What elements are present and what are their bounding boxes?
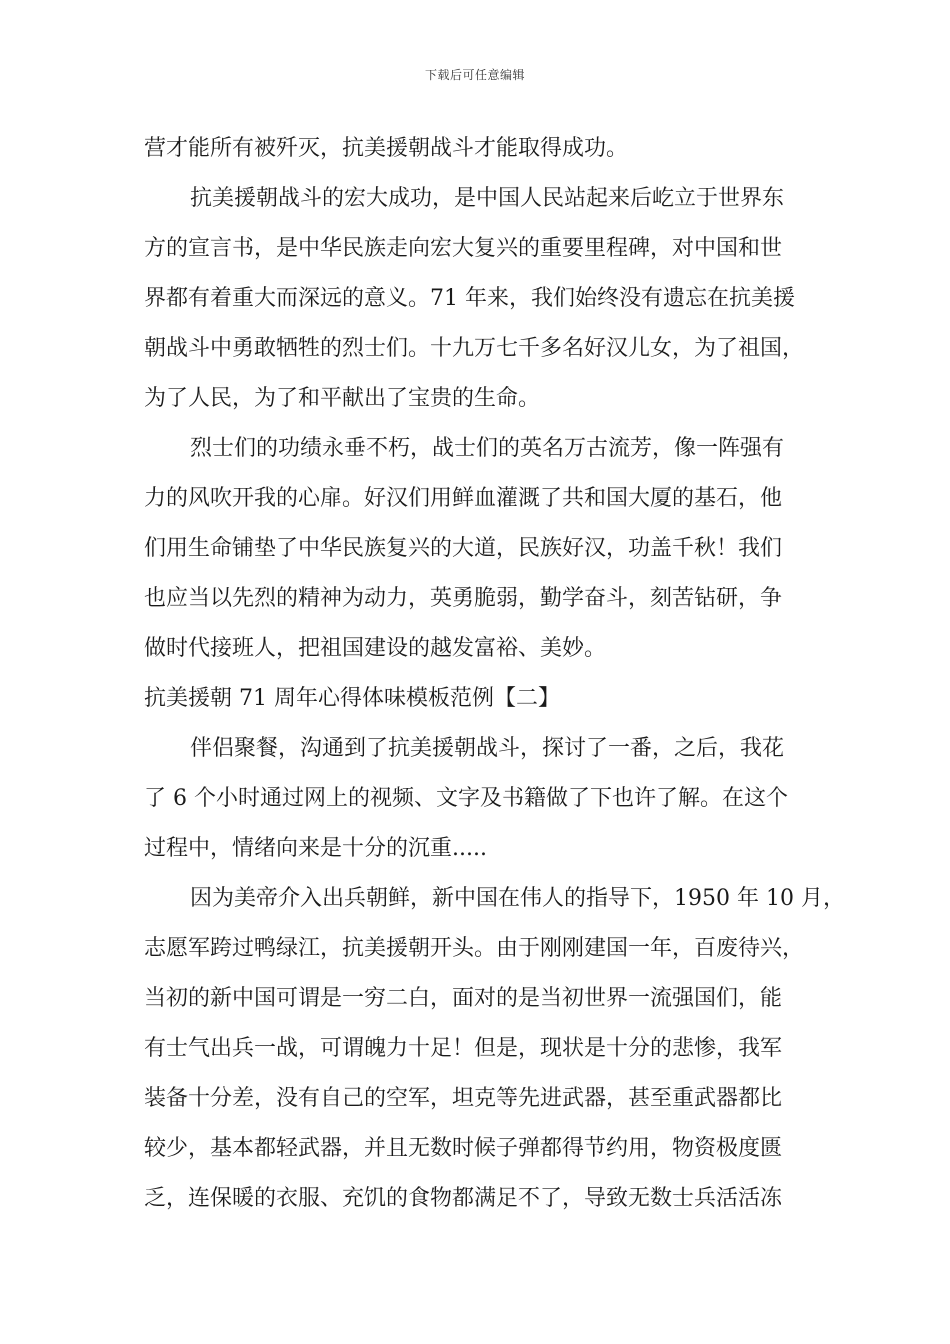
body-text (144, 124, 845, 1224)
text-line: 当初的新中国可谓是一穷二白，面对的是当初世界一流强国们，能 (144, 986, 783, 1011)
text-line: 为了人民，为了和平献出了宝贵的生命。 (144, 386, 541, 411)
text-line: 过程中，情绪向来是十分的沉重..... (144, 836, 487, 861)
text-line: 抗美援朝战斗的宏大成功，是中国人民站起来后屹立于世界东 (190, 186, 785, 211)
text-line: 也应当以先烈的精神为动力，英勇脆弱，勤学奋斗，刻苦钻研，争 (144, 586, 783, 611)
text-line: 较少，基本都轻武器，并且无数时候子弹都得节约用，物资极度匮 (144, 1136, 783, 1161)
text-line: 营才能所有被歼灭，抗美援朝战斗才能取得成功。 (144, 136, 629, 161)
text-line: 烈士们的功绩永垂不朽，战士们的英名万古流芳，像一阵强有 (190, 436, 785, 461)
text-line: 界都有着重大而深远的意义。71 年来，我们始终没有遗忘在抗美援 (144, 286, 795, 311)
text-line: 朝战斗中勇敢牺牲的烈士们。十九万七千多名好汉儿女，为了祖国， (144, 336, 805, 361)
section-heading: 抗美援朝 71 周年心得体味模板范例【二】 (144, 686, 560, 711)
text-line: 装备十分差，没有自己的空军，坦克等先进武器，甚至重武器都比 (144, 1086, 783, 1111)
text-line: 志愿军跨过鸭绿江，抗美援朝开头。由于刚刚建国一年，百废待兴， (144, 936, 805, 961)
text-line: 们用生命铺垫了中华民族复兴的大道，民族好汉，功盖千秋！我们 (144, 536, 783, 561)
text-line: 做时代接班人，把祖国建设的越发富裕、美妙。 (144, 636, 607, 661)
text-line: 因为美帝介入出兵朝鲜，新中国在伟人的指导下，1950 年 10 月， (190, 886, 845, 911)
text-line: 力的风吹开我的心扉。好汉们用鲜血灌溉了共和国大厦的基石，他 (144, 486, 783, 511)
header-note: 下载后可任意编辑 (424, 68, 525, 82)
text-line: 了 6 个小时通过网上的视频、文字及书籍做了下也许了解。在这个 (144, 786, 788, 811)
text-line: 伴侣聚餐，沟通到了抗美援朝战斗，探讨了一番，之后，我花 (190, 736, 785, 761)
text-line: 乏，连保暖的衣服、充饥的食物都满足不了，导致无数士兵活活冻 (144, 1186, 783, 1211)
text-line: 方的宣言书，是中华民族走向宏大复兴的重要里程碑，对中国和世 (144, 236, 783, 261)
text-line: 有士气出兵一战，可谓魄力十足！但是，现状是十分的悲惨，我军 (144, 1036, 783, 1061)
